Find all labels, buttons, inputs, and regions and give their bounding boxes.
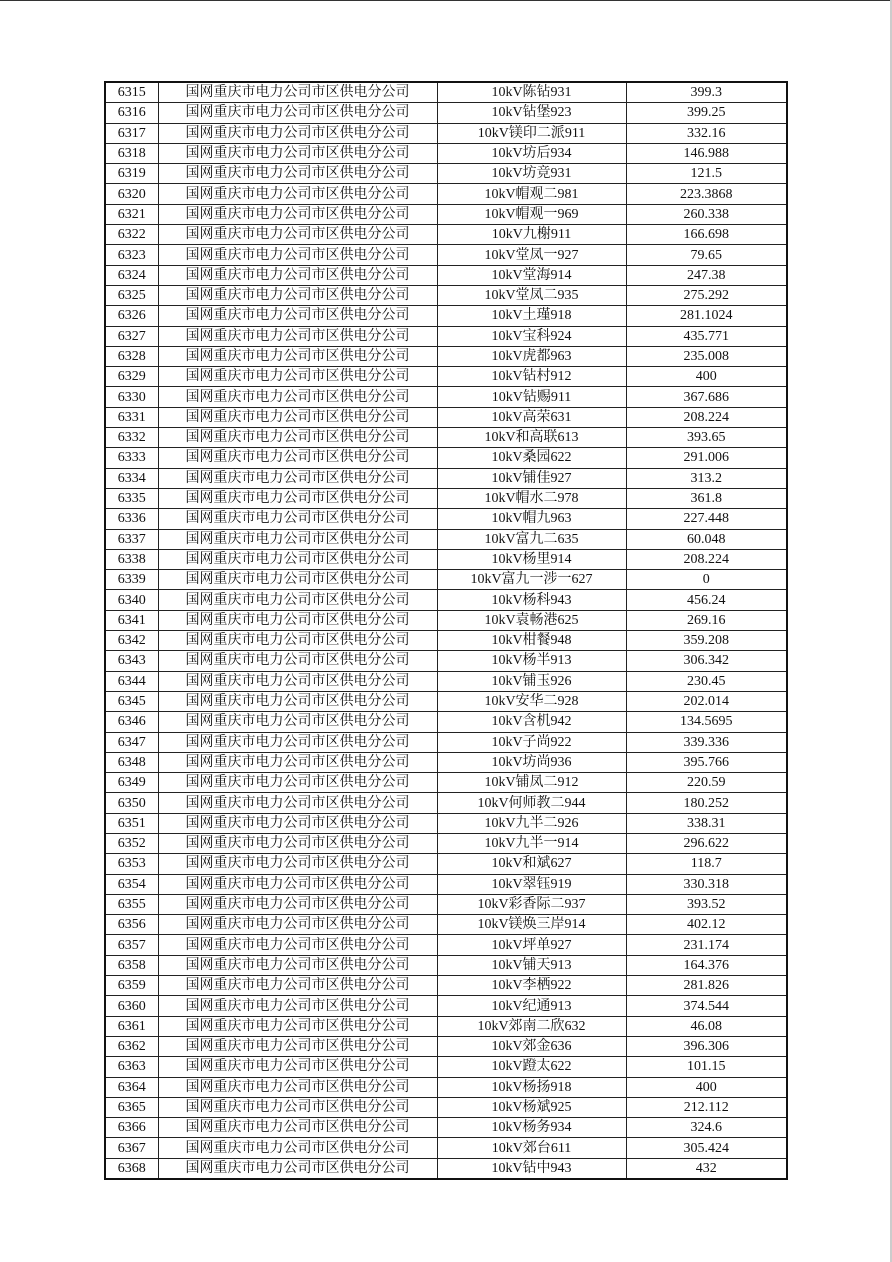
line-name-cell: 10kV富九二635 [437, 529, 626, 549]
value-cell: 231.174 [626, 935, 787, 955]
line-name-cell: 10kV杨科943 [437, 590, 626, 610]
company-cell: 国网重庆市电力公司市区供电分公司 [158, 915, 437, 935]
table-row [105, 346, 787, 366]
company-cell: 国网重庆市电力公司市区供电分公司 [158, 732, 437, 752]
line-name-cell: 10kV铺天913 [437, 955, 626, 975]
value-cell: 456.24 [626, 590, 787, 610]
company-cell: 国网重庆市电力公司市区供电分公司 [158, 164, 437, 184]
value-cell: 227.448 [626, 509, 787, 529]
line-name-cell: 10kV郊南二欣632 [437, 1016, 626, 1036]
line-name-cell: 10kV坪单927 [437, 935, 626, 955]
row-number-cell: 6339 [105, 570, 158, 590]
company-cell: 国网重庆市电力公司市区供电分公司 [158, 103, 437, 123]
table-row [105, 671, 787, 691]
row-number-cell: 6357 [105, 935, 158, 955]
company-cell: 国网重庆市电力公司市区供电分公司 [158, 1077, 437, 1097]
row-number-cell: 6332 [105, 428, 158, 448]
value-cell: 367.686 [626, 387, 787, 407]
line-name-cell: 10kV安华二928 [437, 691, 626, 711]
table-row [105, 773, 787, 793]
row-number-cell: 6337 [105, 529, 158, 549]
value-cell: 202.014 [626, 691, 787, 711]
line-name-cell: 10kV虎都963 [437, 346, 626, 366]
table-row [105, 752, 787, 772]
table-row [105, 732, 787, 752]
row-number-cell: 6368 [105, 1158, 158, 1179]
value-cell: 374.544 [626, 996, 787, 1016]
value-cell: 332.16 [626, 123, 787, 143]
value-cell: 230.45 [626, 671, 787, 691]
line-name-cell: 10kV镁印二派911 [437, 123, 626, 143]
value-cell: 435.771 [626, 326, 787, 346]
value-cell: 402.12 [626, 915, 787, 935]
value-cell: 101.15 [626, 1057, 787, 1077]
row-number-cell: 6362 [105, 1036, 158, 1056]
line-name-cell: 10kV袁畅港625 [437, 610, 626, 630]
row-number-cell: 6329 [105, 367, 158, 387]
value-cell: 324.6 [626, 1118, 787, 1138]
row-number-cell: 6324 [105, 265, 158, 285]
line-name-cell: 10kV李栖922 [437, 976, 626, 996]
table-row [105, 1016, 787, 1036]
row-number-cell: 6348 [105, 752, 158, 772]
value-cell: 0 [626, 570, 787, 590]
page-top-border [0, 0, 892, 1]
value-cell: 180.252 [626, 793, 787, 813]
table-row [105, 1057, 787, 1077]
row-number-cell: 6349 [105, 773, 158, 793]
row-number-cell: 6334 [105, 468, 158, 488]
company-cell: 国网重庆市电力公司市区供电分公司 [158, 1118, 437, 1138]
line-name-cell: 10kV帽观一969 [437, 204, 626, 224]
row-number-cell: 6335 [105, 488, 158, 508]
line-name-cell: 10kV杨半913 [437, 651, 626, 671]
row-number-cell: 6317 [105, 123, 158, 143]
table-row [105, 570, 787, 590]
row-number-cell: 6365 [105, 1097, 158, 1117]
value-cell: 208.224 [626, 407, 787, 427]
company-cell: 国网重庆市电力公司市区供电分公司 [158, 468, 437, 488]
value-cell: 395.766 [626, 752, 787, 772]
line-name-cell: 10kV何师教二944 [437, 793, 626, 813]
company-cell: 国网重庆市电力公司市区供电分公司 [158, 935, 437, 955]
table-row [105, 123, 787, 143]
company-cell: 国网重庆市电力公司市区供电分公司 [158, 570, 437, 590]
company-cell: 国网重庆市电力公司市区供电分公司 [158, 793, 437, 813]
table-row [105, 976, 787, 996]
row-number-cell: 6342 [105, 631, 158, 651]
line-name-cell: 10kV帽水二978 [437, 488, 626, 508]
line-name-cell: 10kV柑餐948 [437, 631, 626, 651]
table-row [105, 631, 787, 651]
table-row [105, 407, 787, 427]
line-name-cell: 10kV和高联613 [437, 428, 626, 448]
row-number-cell: 6331 [105, 407, 158, 427]
row-number-cell: 6367 [105, 1138, 158, 1158]
row-number-cell: 6353 [105, 854, 158, 874]
value-cell: 46.08 [626, 1016, 787, 1036]
line-name-cell: 10kV蹬太622 [437, 1057, 626, 1077]
table-row [105, 549, 787, 569]
row-number-cell: 6355 [105, 894, 158, 914]
company-cell: 国网重庆市电力公司市区供电分公司 [158, 509, 437, 529]
table-row [105, 204, 787, 224]
line-name-cell: 10kV坊尚936 [437, 752, 626, 772]
table-row [105, 225, 787, 245]
row-number-cell: 6322 [105, 225, 158, 245]
line-name-cell: 10kV铺玉926 [437, 671, 626, 691]
company-cell: 国网重庆市电力公司市区供电分公司 [158, 955, 437, 975]
line-name-cell: 10kV铺凤二912 [437, 773, 626, 793]
table-row [105, 691, 787, 711]
company-cell: 国网重庆市电力公司市区供电分公司 [158, 407, 437, 427]
company-cell: 国网重庆市电力公司市区供电分公司 [158, 894, 437, 914]
row-number-cell: 6318 [105, 143, 158, 163]
value-cell: 235.008 [626, 346, 787, 366]
company-cell: 国网重庆市电力公司市区供电分公司 [158, 874, 437, 894]
company-cell: 国网重庆市电力公司市区供电分公司 [158, 143, 437, 163]
value-cell: 330.318 [626, 874, 787, 894]
value-cell: 166.698 [626, 225, 787, 245]
row-number-cell: 6344 [105, 671, 158, 691]
company-cell: 国网重庆市电力公司市区供电分公司 [158, 265, 437, 285]
data-table [104, 81, 788, 1180]
table-row [105, 367, 787, 387]
company-cell: 国网重庆市电力公司市区供电分公司 [158, 326, 437, 346]
table-row [105, 448, 787, 468]
row-number-cell: 6338 [105, 549, 158, 569]
company-cell: 国网重庆市电力公司市区供电分公司 [158, 488, 437, 508]
company-cell: 国网重庆市电力公司市区供电分公司 [158, 671, 437, 691]
row-number-cell: 6343 [105, 651, 158, 671]
company-cell: 国网重庆市电力公司市区供电分公司 [158, 651, 437, 671]
row-number-cell: 6366 [105, 1118, 158, 1138]
company-cell: 国网重庆市电力公司市区供电分公司 [158, 610, 437, 630]
line-name-cell: 10kV陈钻931 [437, 82, 626, 103]
table-row [105, 184, 787, 204]
company-cell: 国网重庆市电力公司市区供电分公司 [158, 82, 437, 103]
row-number-cell: 6316 [105, 103, 158, 123]
row-number-cell: 6361 [105, 1016, 158, 1036]
company-cell: 国网重庆市电力公司市区供电分公司 [158, 976, 437, 996]
line-name-cell: 10kV宝科924 [437, 326, 626, 346]
row-number-cell: 6326 [105, 306, 158, 326]
table-row [105, 935, 787, 955]
row-number-cell: 6327 [105, 326, 158, 346]
line-name-cell: 10kV郊台611 [437, 1138, 626, 1158]
row-number-cell: 6354 [105, 874, 158, 894]
line-name-cell: 10kV纪通913 [437, 996, 626, 1016]
value-cell: 220.59 [626, 773, 787, 793]
value-cell: 164.376 [626, 955, 787, 975]
company-cell: 国网重庆市电力公司市区供电分公司 [158, 813, 437, 833]
table-row [105, 793, 787, 813]
value-cell: 60.048 [626, 529, 787, 549]
table-row [105, 387, 787, 407]
value-cell: 291.006 [626, 448, 787, 468]
company-cell: 国网重庆市电力公司市区供电分公司 [158, 752, 437, 772]
company-cell: 国网重庆市电力公司市区供电分公司 [158, 428, 437, 448]
table-row [105, 285, 787, 305]
line-name-cell: 10kV杨斌925 [437, 1097, 626, 1117]
line-name-cell: 10kV帽九963 [437, 509, 626, 529]
table-row [105, 813, 787, 833]
table-row [105, 1077, 787, 1097]
company-cell: 国网重庆市电力公司市区供电分公司 [158, 225, 437, 245]
company-cell: 国网重庆市电力公司市区供电分公司 [158, 1016, 437, 1036]
value-cell: 134.5695 [626, 712, 787, 732]
row-number-cell: 6341 [105, 610, 158, 630]
value-cell: 269.16 [626, 610, 787, 630]
value-cell: 432 [626, 1158, 787, 1179]
row-number-cell: 6336 [105, 509, 158, 529]
company-cell: 国网重庆市电力公司市区供电分公司 [158, 590, 437, 610]
value-cell: 361.8 [626, 488, 787, 508]
line-name-cell: 10kV帽观二981 [437, 184, 626, 204]
table-body [105, 82, 787, 1179]
table-row [105, 164, 787, 184]
company-cell: 国网重庆市电力公司市区供电分公司 [158, 691, 437, 711]
line-name-cell: 10kV堂海914 [437, 265, 626, 285]
value-cell: 399.3 [626, 82, 787, 103]
table-row [105, 915, 787, 935]
value-cell: 79.65 [626, 245, 787, 265]
value-cell: 399.25 [626, 103, 787, 123]
table-row [105, 651, 787, 671]
line-name-cell: 10kV钻堡923 [437, 103, 626, 123]
table-row [105, 996, 787, 1016]
company-cell: 国网重庆市电力公司市区供电分公司 [158, 367, 437, 387]
value-cell: 338.31 [626, 813, 787, 833]
table-row [105, 245, 787, 265]
table-row [105, 1158, 787, 1179]
row-number-cell: 6315 [105, 82, 158, 103]
company-cell: 国网重庆市电力公司市区供电分公司 [158, 773, 437, 793]
table-row [105, 854, 787, 874]
table-row [105, 590, 787, 610]
value-cell: 396.306 [626, 1036, 787, 1056]
value-cell: 275.292 [626, 285, 787, 305]
line-name-cell: 10kV九半二926 [437, 813, 626, 833]
line-name-cell: 10kV翠钰919 [437, 874, 626, 894]
row-number-cell: 6352 [105, 833, 158, 853]
company-cell: 国网重庆市电力公司市区供电分公司 [158, 245, 437, 265]
line-name-cell: 10kV杨务934 [437, 1118, 626, 1138]
line-name-cell: 10kV堂凤二935 [437, 285, 626, 305]
table-row [105, 103, 787, 123]
table-row [105, 509, 787, 529]
table-row [105, 894, 787, 914]
row-number-cell: 6347 [105, 732, 158, 752]
value-cell: 400 [626, 1077, 787, 1097]
line-name-cell: 10kV杨扬918 [437, 1077, 626, 1097]
table-row [105, 1138, 787, 1158]
value-cell: 305.424 [626, 1138, 787, 1158]
company-cell: 国网重庆市电力公司市区供电分公司 [158, 1138, 437, 1158]
row-number-cell: 6360 [105, 996, 158, 1016]
value-cell: 146.988 [626, 143, 787, 163]
line-name-cell: 10kV杨里914 [437, 549, 626, 569]
table-row [105, 1097, 787, 1117]
value-cell: 260.338 [626, 204, 787, 224]
line-name-cell: 10kV子尚922 [437, 732, 626, 752]
value-cell: 281.826 [626, 976, 787, 996]
row-number-cell: 6358 [105, 955, 158, 975]
row-number-cell: 6328 [105, 346, 158, 366]
row-number-cell: 6330 [105, 387, 158, 407]
table-row [105, 1036, 787, 1056]
company-cell: 国网重庆市电力公司市区供电分公司 [158, 285, 437, 305]
value-cell: 208.224 [626, 549, 787, 569]
line-name-cell: 10kV坊竞931 [437, 164, 626, 184]
line-name-cell: 10kV九半一914 [437, 833, 626, 853]
row-number-cell: 6340 [105, 590, 158, 610]
line-name-cell: 10kV彩香际二937 [437, 894, 626, 914]
value-cell: 212.112 [626, 1097, 787, 1117]
company-cell: 国网重庆市电力公司市区供电分公司 [158, 204, 437, 224]
table-row [105, 610, 787, 630]
table-row [105, 326, 787, 346]
row-number-cell: 6351 [105, 813, 158, 833]
company-cell: 国网重庆市电力公司市区供电分公司 [158, 346, 437, 366]
row-number-cell: 6350 [105, 793, 158, 813]
table-row [105, 833, 787, 853]
line-name-cell: 10kV铺佳927 [437, 468, 626, 488]
line-name-cell: 10kV钻村912 [437, 367, 626, 387]
table-row [105, 265, 787, 285]
line-name-cell: 10kV堂凤一927 [437, 245, 626, 265]
row-number-cell: 6325 [105, 285, 158, 305]
company-cell: 国网重庆市电力公司市区供电分公司 [158, 549, 437, 569]
line-name-cell: 10kV高荣631 [437, 407, 626, 427]
value-cell: 400 [626, 367, 787, 387]
value-cell: 339.336 [626, 732, 787, 752]
company-cell: 国网重庆市电力公司市区供电分公司 [158, 854, 437, 874]
table-row [105, 712, 787, 732]
table-row [105, 306, 787, 326]
company-cell: 国网重庆市电力公司市区供电分公司 [158, 1057, 437, 1077]
line-name-cell: 10kV郊金636 [437, 1036, 626, 1056]
value-cell: 306.342 [626, 651, 787, 671]
line-name-cell: 10kV和斌627 [437, 854, 626, 874]
line-name-cell: 10kV镁焕三岸914 [437, 915, 626, 935]
company-cell: 国网重庆市电力公司市区供电分公司 [158, 996, 437, 1016]
table-row [105, 82, 787, 103]
value-cell: 393.65 [626, 428, 787, 448]
line-name-cell: 10kV钻中943 [437, 1158, 626, 1179]
table-row [105, 143, 787, 163]
table-row [105, 488, 787, 508]
company-cell: 国网重庆市电力公司市区供电分公司 [158, 1158, 437, 1179]
table-row [105, 955, 787, 975]
value-cell: 121.5 [626, 164, 787, 184]
line-name-cell: 10kV富九一涉一627 [437, 570, 626, 590]
line-name-cell: 10kV钻赐911 [437, 387, 626, 407]
company-cell: 国网重庆市电力公司市区供电分公司 [158, 1036, 437, 1056]
row-number-cell: 6333 [105, 448, 158, 468]
table-row [105, 428, 787, 448]
company-cell: 国网重庆市电力公司市区供电分公司 [158, 123, 437, 143]
value-cell: 359.208 [626, 631, 787, 651]
company-cell: 国网重庆市电力公司市区供电分公司 [158, 184, 437, 204]
company-cell: 国网重庆市电力公司市区供电分公司 [158, 833, 437, 853]
row-number-cell: 6356 [105, 915, 158, 935]
value-cell: 296.622 [626, 833, 787, 853]
row-number-cell: 6363 [105, 1057, 158, 1077]
table-row [105, 1118, 787, 1138]
company-cell: 国网重庆市电力公司市区供电分公司 [158, 1097, 437, 1117]
line-name-cell: 10kV土瑾918 [437, 306, 626, 326]
row-number-cell: 6364 [105, 1077, 158, 1097]
company-cell: 国网重庆市电力公司市区供电分公司 [158, 712, 437, 732]
line-name-cell: 10kV桑园622 [437, 448, 626, 468]
value-cell: 393.52 [626, 894, 787, 914]
value-cell: 281.1024 [626, 306, 787, 326]
value-cell: 223.3868 [626, 184, 787, 204]
row-number-cell: 6346 [105, 712, 158, 732]
value-cell: 118.7 [626, 854, 787, 874]
table-row [105, 874, 787, 894]
company-cell: 国网重庆市电力公司市区供电分公司 [158, 631, 437, 651]
row-number-cell: 6320 [105, 184, 158, 204]
value-cell: 313.2 [626, 468, 787, 488]
value-cell: 247.38 [626, 265, 787, 285]
row-number-cell: 6359 [105, 976, 158, 996]
line-name-cell: 10kV九榭911 [437, 225, 626, 245]
row-number-cell: 6323 [105, 245, 158, 265]
line-name-cell: 10kV含机942 [437, 712, 626, 732]
company-cell: 国网重庆市电力公司市区供电分公司 [158, 529, 437, 549]
line-name-cell: 10kV坊后934 [437, 143, 626, 163]
row-number-cell: 6321 [105, 204, 158, 224]
company-cell: 国网重庆市电力公司市区供电分公司 [158, 448, 437, 468]
table-row [105, 468, 787, 488]
row-number-cell: 6319 [105, 164, 158, 184]
company-cell: 国网重庆市电力公司市区供电分公司 [158, 387, 437, 407]
company-cell: 国网重庆市电力公司市区供电分公司 [158, 306, 437, 326]
row-number-cell: 6345 [105, 691, 158, 711]
table-row [105, 529, 787, 549]
